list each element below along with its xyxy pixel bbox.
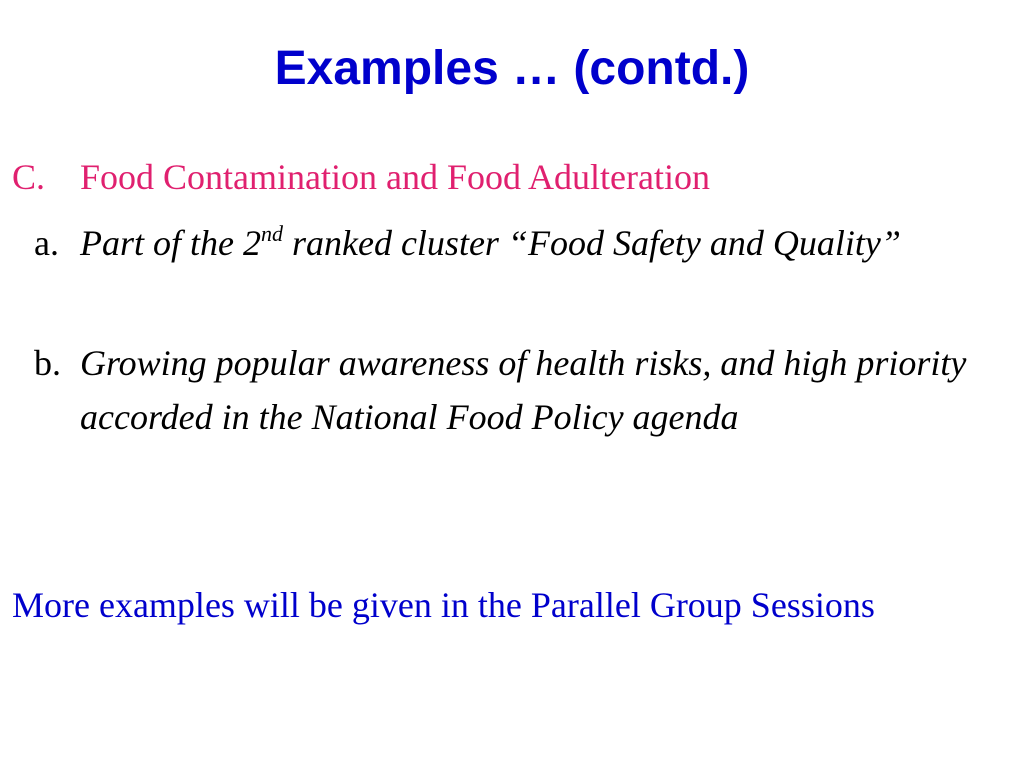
list-item-a-text-end: ranked cluster “Food Safety and Quality” — [282, 223, 901, 263]
list-item-a — [34, 216, 1019, 270]
list-marker-a: a. — [34, 223, 59, 263]
section-heading-text: Food Contamination and Food Adulteration — [80, 157, 710, 197]
section-marker: C. — [12, 157, 46, 197]
ordinal-suffix: nd — [260, 221, 283, 246]
list-item-b — [34, 336, 1019, 444]
list-item-a-text-start: Part of the 2 — [80, 223, 261, 263]
slide-title: Examples … (contd.) — [274, 42, 750, 95]
list-item-a-text — [80, 216, 1019, 270]
closing-note: More examples will be given in the Parallel Group Sessions — [12, 585, 875, 625]
list-item-b-text: Growing popular awareness of health risks, and high priority accorded in the National Food Policy agenda — [80, 343, 967, 437]
section-heading — [12, 150, 1012, 204]
list-marker-b: b. — [34, 343, 61, 383]
